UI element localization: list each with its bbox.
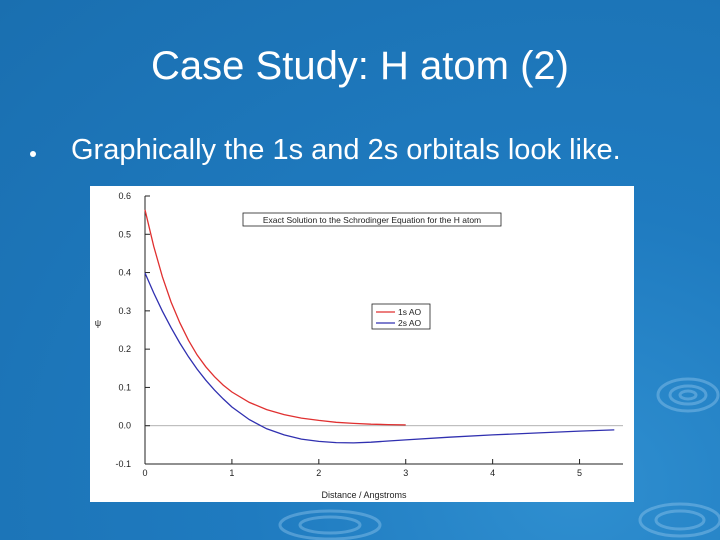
y-tick-label: 0.5	[118, 229, 131, 240]
y-tick-label: 0.1	[118, 382, 131, 393]
series-line-1	[145, 273, 614, 443]
chart-axes	[145, 196, 623, 464]
legend-label-0: 1s AO	[398, 307, 422, 317]
x-tick-label: 4	[490, 468, 496, 478]
x-tick-label: 0	[142, 468, 148, 478]
y-tick-label: -0.1	[115, 459, 131, 469]
x-tick-label: 5	[577, 468, 583, 478]
series-line-0	[145, 210, 406, 425]
y-tick-label: 0.3	[118, 305, 131, 316]
x-tick-label: 1	[229, 468, 235, 478]
y-tick-label: 0.6	[118, 191, 131, 201]
chart-panel	[90, 186, 634, 502]
legend-label-1: 2s AO	[398, 318, 422, 328]
chart-title: Exact Solution to the Schrodinger Equation for the H atom	[262, 215, 482, 225]
bullet-dot-icon	[30, 151, 36, 157]
slide-title: Case Study: H atom (2)	[151, 44, 569, 88]
bullet-text: Graphically the 1s and 2s orbitals look like.	[71, 134, 621, 166]
y-axis-label: ψ	[94, 318, 102, 328]
chart-legend	[372, 304, 430, 329]
x-tick-label: 2	[316, 468, 322, 478]
x-axis-label: Distance / Angstroms	[321, 490, 407, 500]
chart-title-box	[243, 213, 501, 226]
y-tick-label: 0.0	[118, 420, 131, 431]
y-tick-label: 0.2	[118, 344, 131, 355]
orbital-chart	[90, 186, 634, 502]
x-tick-label: 3	[403, 468, 409, 478]
y-tick-label: 0.4	[118, 267, 131, 278]
